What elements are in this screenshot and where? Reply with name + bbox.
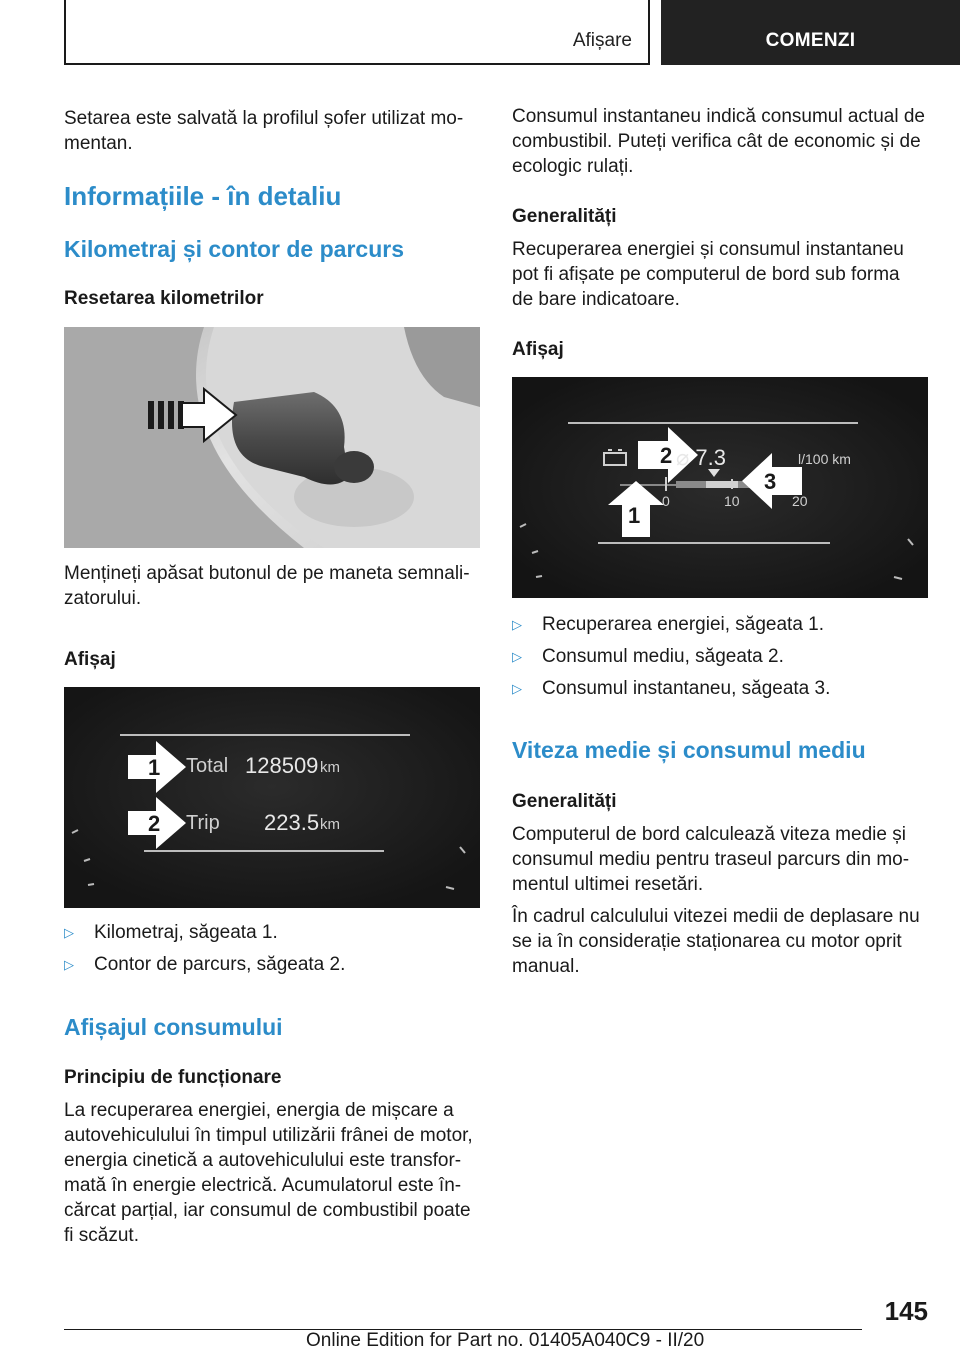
- heading-principle: Principiu de funcționare: [64, 1067, 282, 1088]
- paragraph-principle: La recuperarea energiei, energia de mișcare a autovehiculului în timpul utilizării frânei de motor, energia cinetică a autovehiculului este transfor- mată în energie electrică. Acumulatorul este în- cărcat parțial, iar consumul de combustibil poate fi scăzut.: [64, 1100, 473, 1246]
- footer-edition: Online Edition for Part no. 01405A040C9 - II/20: [306, 1330, 705, 1351]
- odometer-trip-label: Trip: [186, 812, 220, 834]
- figure-turn-signal-stalk: [64, 327, 480, 548]
- scale-tick-0: 0: [662, 493, 670, 509]
- odometer-total-value: 128509: [245, 753, 319, 778]
- odometer-trip-value: 223.5: [264, 810, 320, 835]
- triangle-bullet-icon: ▷: [512, 617, 522, 632]
- subsection-heading-average: Viteza medie și consumul mediu: [512, 737, 866, 763]
- consumption-arrow-3-label: 3: [764, 469, 777, 494]
- odometer-arrow-2-label: 2: [148, 811, 161, 836]
- figure-consumption-display: [512, 377, 928, 598]
- list-item-text: Recuperarea energiei, săgeata 1.: [542, 614, 825, 635]
- odometer-arrow-1-label: 1: [148, 755, 161, 780]
- list-item: [64, 920, 480, 945]
- paragraph-general: Recuperarea energiei și consumul instantaneu pot fi afișate pe computerul de bord sub forma de bare indicatoare.: [512, 239, 904, 310]
- consumption-average-value: ⌀ 7.3: [676, 445, 726, 470]
- odometer-display-bg: [64, 687, 480, 908]
- list-item-text: Contor de parcurs, săgeata 2.: [94, 954, 346, 975]
- paragraph-hold-button: Mențineți apăsat butonul de pe maneta semnali- zatorului.: [64, 563, 470, 609]
- paragraph-average-1: Computerul de bord calculează viteza medie și consumul mediu pentru traseul parcurs din mo- mentul ultimei resetări.: [512, 824, 910, 895]
- heading-general: Generalități: [512, 206, 617, 227]
- odometer-trip-unit: km: [320, 816, 340, 833]
- heading-reset-km: Resetarea kilometrilor: [64, 288, 264, 309]
- heading-display-left: Afișaj: [64, 649, 116, 670]
- header-section-box: [64, 0, 650, 65]
- list-item-text: Kilometraj, săgeata 1.: [94, 922, 278, 943]
- header-chapter-title: COMENZI: [765, 30, 856, 51]
- triangle-bullet-icon: ▷: [512, 649, 522, 664]
- subsection-heading-odometer: Kilometraj și contor de parcurs: [64, 236, 404, 262]
- section-heading: Informațiile - în detaliu: [64, 181, 342, 211]
- consumption-arrow-1-label: 1: [628, 503, 641, 528]
- scale-tick-10: 10: [724, 493, 740, 509]
- heading-display-right: Afișaj: [512, 339, 564, 360]
- list-item: [64, 952, 480, 977]
- odometer-total-label: Total: [186, 755, 229, 777]
- triangle-bullet-icon: ▷: [64, 957, 74, 972]
- intro-paragraph: Setarea este salvată la profilul șofer utilizat mo- mentan.: [64, 108, 464, 154]
- odometer-total-unit: km: [320, 759, 340, 776]
- consumption-unit: l/100 km: [798, 451, 851, 467]
- consumption-display-bg: [512, 377, 928, 598]
- scale-tick-20: 20: [792, 493, 808, 509]
- figure-odometer-display: [64, 687, 480, 908]
- list-item: [512, 676, 928, 701]
- list-item-text: Consumul mediu, săgeata 2.: [542, 646, 784, 667]
- page-number: 145: [884, 1296, 928, 1326]
- triangle-bullet-icon: ▷: [64, 925, 74, 940]
- list-item: [512, 612, 928, 637]
- list-item-text: Consumul instantaneu, săgeata 3.: [542, 678, 831, 699]
- paragraph-instant-consumption: Consumul instantaneu indică consumul actual de combustibil. Puteți verifica cât de economic și de ecologic rulați.: [512, 106, 925, 177]
- paragraph-average-2: În cadrul calculului vitezei medii de deplasare nu se ia în considerație staționarea cu motor oprit manual.: [512, 906, 920, 977]
- heading-general-2: Generalități: [512, 791, 617, 812]
- stalk-illustration: [64, 327, 480, 548]
- header-chapter-tab: [661, 0, 960, 65]
- triangle-bullet-icon: ▷: [512, 681, 522, 696]
- list-item: [512, 644, 928, 669]
- consumption-arrow-2-label: 2: [660, 443, 673, 468]
- header-section-title: Afișare: [572, 30, 632, 51]
- subsection-heading-consumption: Afișajul consumului: [64, 1014, 283, 1040]
